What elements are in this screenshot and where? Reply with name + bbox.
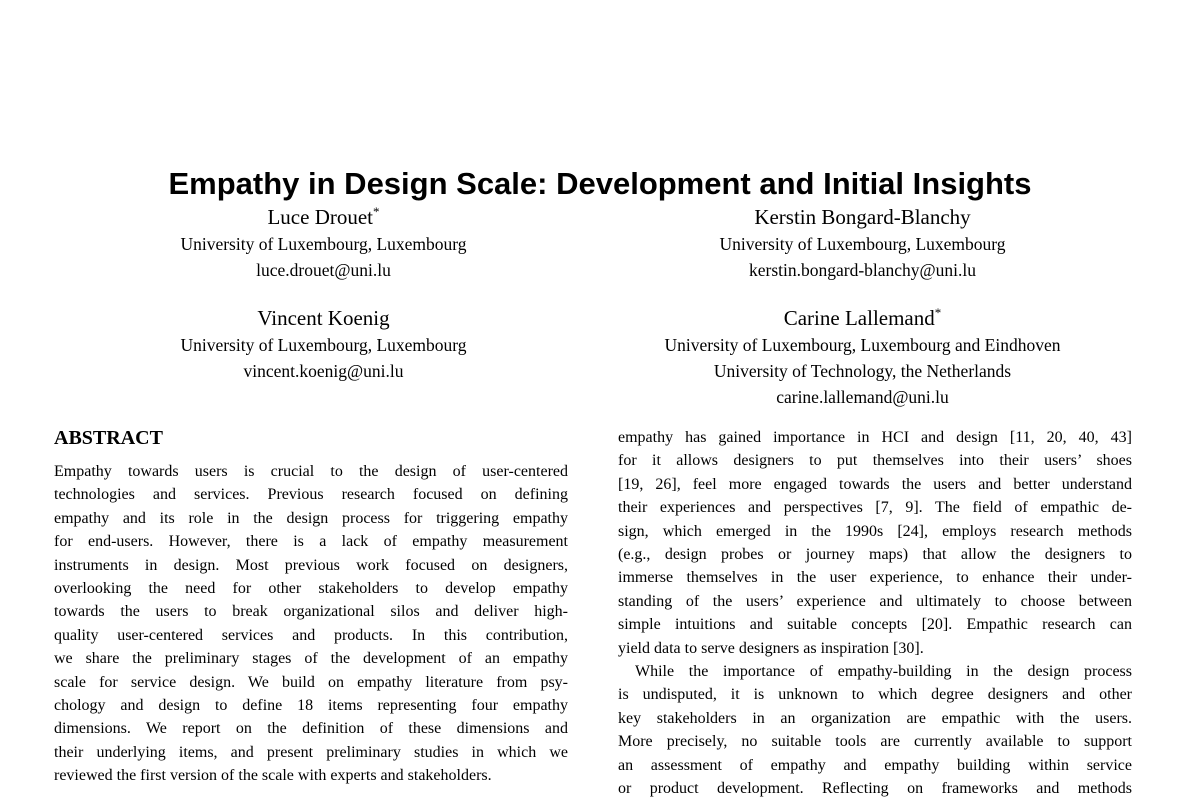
paper-title: Empathy in Design Scale: Development and Initial Insights bbox=[168, 165, 1032, 201]
text-line: quality user-centered services and products. In this contribution, bbox=[54, 626, 568, 644]
author-block bbox=[54, 305, 593, 410]
text-line: More precisely, no suitable tools are currently available to support bbox=[618, 733, 1132, 751]
text-line: we share the preliminary stages of the development of an empathy bbox=[54, 650, 568, 668]
author-email: luce.drouet@uni.lu bbox=[256, 260, 391, 280]
author-block bbox=[54, 204, 593, 283]
text-line: sign, which emerged in the 1990s [24], employs research methods bbox=[618, 522, 1132, 540]
text-line: immerse themselves in the user experience, to enhance their under- bbox=[618, 569, 1132, 587]
text-line: their underlying items, and present preliminary studies in which we bbox=[54, 743, 568, 761]
author-block bbox=[593, 204, 1132, 283]
text-line: chology and design to define 18 items representing four empathy bbox=[54, 697, 568, 715]
text-line: [19, 26], feel more engaged towards the users and better understand bbox=[618, 475, 1132, 493]
text-line: reviewed the first version of the scale with experts and stakeholders. bbox=[54, 767, 492, 785]
author-name-text: Vincent Koenig bbox=[257, 306, 390, 330]
paragraph bbox=[618, 426, 1132, 660]
author-name bbox=[54, 305, 593, 332]
author-affiliation: University of Technology, the Netherlands bbox=[713, 361, 1012, 381]
text-line: While the importance of empathy-building in the design process bbox=[635, 663, 1132, 681]
author-name-text: Kerstin Bongard-Blanchy bbox=[754, 205, 971, 229]
paragraph bbox=[618, 660, 1132, 800]
author-affiliation: University of Luxembourg, Luxembourg bbox=[180, 335, 467, 355]
author-footnote-mark: * bbox=[373, 204, 380, 219]
introduction-text bbox=[618, 426, 1132, 800]
author-email: kerstin.bongard-blanchy@uni.lu bbox=[748, 260, 977, 280]
text-line: their experiences and perspectives [7, 9]. The field of empathic de- bbox=[618, 499, 1132, 517]
text-line: dimensions. We report on the definition of these dimensions and bbox=[54, 720, 568, 738]
text-line: empathy and its role in the design process for triggering empathy bbox=[54, 509, 568, 527]
author-name bbox=[54, 204, 593, 231]
text-line: overlooking the need for other stakeholders to develop empathy bbox=[54, 580, 568, 598]
body-columns bbox=[54, 426, 1132, 800]
author-footnote-mark: * bbox=[934, 305, 942, 320]
text-line: or product development. Reflecting on frameworks and methods bbox=[618, 780, 1132, 798]
author-email: vincent.koenig@uni.lu bbox=[243, 361, 404, 381]
text-line: for it allows designers to put themselves into their users’ shoes bbox=[618, 452, 1132, 470]
text-line: is undisputed, it is unknown to which degree designers and other bbox=[618, 686, 1132, 704]
text-line: empathy has gained importance in HCI and design [11, 20, 40, 43] bbox=[618, 429, 1132, 446]
text-line: yield data to serve designers as inspiration [30]. bbox=[618, 639, 924, 657]
text-line: an assessment of empathy and empathy building within service bbox=[618, 756, 1132, 774]
author-affiliation: University of Luxembourg, Luxembourg and Eindhoven bbox=[664, 335, 1061, 355]
abstract-heading: ABSTRACT bbox=[54, 427, 163, 449]
author-block bbox=[593, 305, 1132, 410]
paragraph bbox=[54, 460, 568, 788]
text-line: standing of the users’ experience and ultimately to choose between bbox=[618, 592, 1132, 610]
author-affiliation: University of Luxembourg, Luxembourg bbox=[180, 234, 467, 254]
text-line: instruments in design. Most previous work focused on designers, bbox=[54, 556, 568, 574]
text-line: scale for service design. We build on empathy literature from psy- bbox=[54, 673, 568, 691]
author-email: carine.lallemand@uni.lu bbox=[776, 387, 949, 407]
left-column bbox=[54, 426, 568, 800]
text-line: (e.g., design probes or journey maps) that allow the designers to bbox=[618, 546, 1132, 564]
text-line: simple intuitions and suitable concepts [20]. Empathic research can bbox=[618, 616, 1132, 634]
right-column bbox=[618, 426, 1132, 800]
author-name bbox=[593, 204, 1132, 231]
author-name-text: Luce Drouet bbox=[267, 205, 374, 229]
author-affiliation: University of Luxembourg, Luxembourg bbox=[719, 234, 1006, 254]
text-line: Empathy towards users is crucial to the design of user-centered bbox=[54, 463, 568, 480]
text-line: for end-users. However, there is a lack of empathy measurement bbox=[54, 533, 568, 551]
text-line: technologies and services. Previous research focused on defining bbox=[54, 486, 568, 504]
text-line: key stakeholders in an organization are empathic with the users. bbox=[618, 709, 1132, 727]
text-line: towards the users to break organizational silos and deliver high- bbox=[54, 603, 568, 621]
author-name-text: Carine Lallemand bbox=[783, 306, 935, 330]
authors-section bbox=[54, 204, 1132, 410]
author-name bbox=[593, 305, 1132, 332]
abstract-text bbox=[54, 460, 568, 788]
